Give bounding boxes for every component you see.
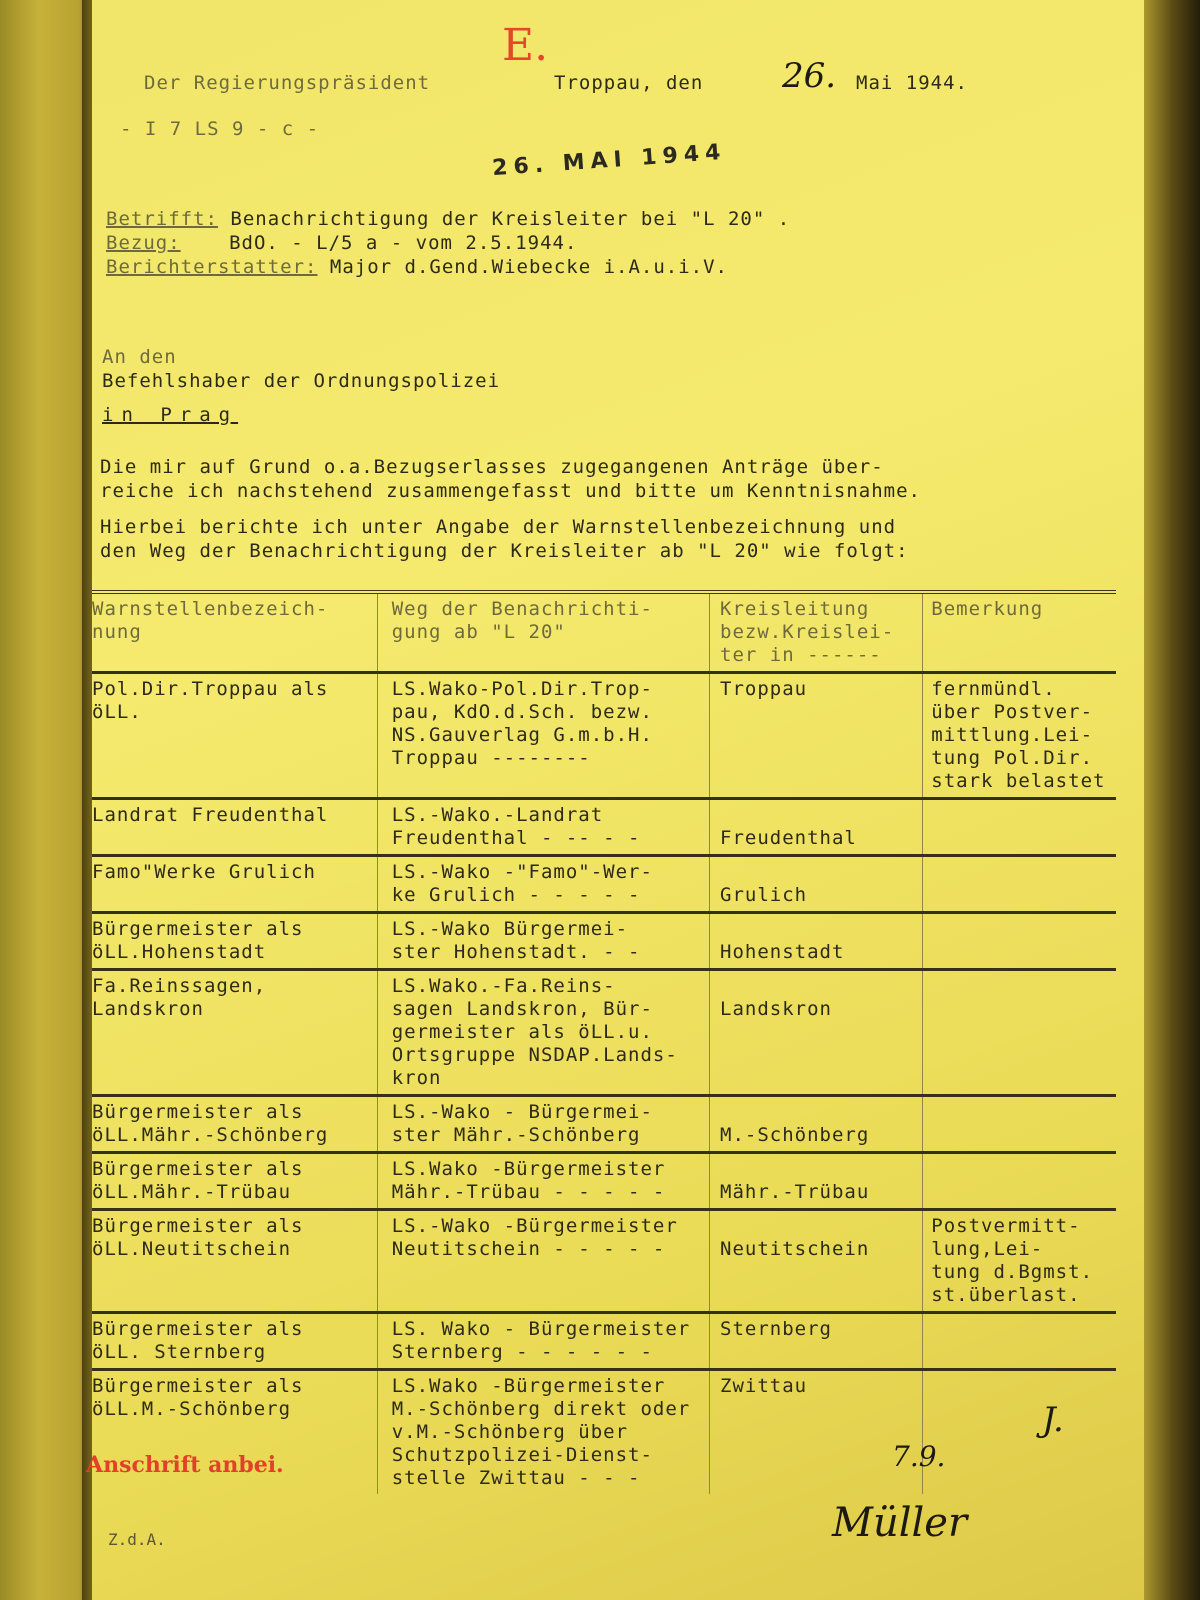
cell-warnstelle: Famo"Werke Grulich	[92, 856, 377, 913]
address-line-1: An den	[102, 346, 177, 368]
table-row	[92, 913, 1116, 970]
cell-kreisleitung: Zwittau	[710, 1370, 923, 1495]
cell-warnstelle: Bürgermeister als öLL. Sternberg	[92, 1313, 377, 1370]
cell-kreisleitung: Troppau	[710, 673, 923, 799]
betrifft-text: Benachrichtigung der Kreisleiter bei "L 20" .	[230, 208, 791, 230]
header-bemerkung: Bemerkung	[931, 598, 1044, 620]
cell-warnstelle: Bürgermeister als öLL.Mähr.-Schönberg	[92, 1096, 377, 1153]
cell-bemerkung	[923, 1096, 1116, 1153]
cell-weg: LS.Wako -Bürgermeister Mähr.-Trübau - - - - -	[377, 1153, 709, 1210]
bezug-label: Bezug:	[106, 232, 181, 254]
cell-weg: LS.Wako -Bürgermeister M.-Schönberg direkt oder v.M.-Schönberg über Schutzpolizei-Dienst- stelle Zwittau - - -	[377, 1370, 709, 1495]
cell-bemerkung	[923, 799, 1116, 856]
reference-number: - I 7 LS 9 - c -	[120, 118, 320, 140]
sender: Der Regierungspräsident	[144, 72, 431, 94]
bezug-text: BdO. - L/5 a - vom 2.5.1944.	[229, 232, 578, 254]
handwritten-paraph: J.	[1042, 1400, 1064, 1440]
cell-kreisleitung: Sternberg	[710, 1313, 923, 1370]
table-row	[92, 1096, 1116, 1153]
cell-warnstelle: Bürgermeister als öLL.M.-Schönberg	[92, 1370, 377, 1495]
cell-bemerkung: fernmündl. über Postver- mittlung.Lei- tung Pol.Dir. stark belastet	[931, 678, 1106, 792]
address-line-2: Befehlshaber der Ordnungspolizei	[102, 370, 501, 392]
body-para2-line2: den Weg der Benachrichtigung der Kreisleiter ab "L 20" wie folgt:	[100, 540, 909, 562]
berichterstatter-line	[106, 256, 728, 278]
header-weg: Weg der Benachrichti- gung ab "L 20"	[377, 592, 709, 673]
cell-weg: LS.-Wako -"Famo"-Wer- ke Grulich - - - - -	[377, 856, 709, 913]
body-para2-line1: Hierbei berichte ich unter Angabe der Warnstellenbezeichnung und	[100, 516, 897, 538]
cell-bemerkung	[923, 1313, 1116, 1370]
body-para1-line2: reiche ich nachstehend zusammengefasst und bitte um Kenntnisnahme.	[100, 480, 921, 502]
header-warnstelle: Warnstellenbezeich- nung	[92, 592, 377, 673]
cell-bemerkung: Postvermitt- lung,Lei- tung d.Bgmst. st.überlast.	[931, 1215, 1094, 1306]
cell-bemerkung	[923, 913, 1116, 970]
berichterstatter-text: Major d.Gend.Wiebecke i.A.u.i.V.	[329, 256, 728, 278]
cell-kreisleitung: Hohenstadt	[710, 913, 923, 970]
cell-warnstelle: Fa.Reinssagen, Landskron	[92, 970, 377, 1096]
table-row	[92, 970, 1116, 1096]
page-edge-right	[1140, 0, 1200, 1600]
address-line-3: in Prag	[102, 404, 239, 426]
table-row	[92, 1210, 1116, 1313]
cell-kreisleitung: Landskron	[710, 970, 923, 1096]
cell-kreisleitung: Freudenthal	[710, 799, 923, 856]
cell-warnstelle: Bürgermeister als öLL.Hohenstadt	[92, 913, 377, 970]
signature: Müller	[832, 1500, 968, 1546]
betrifft-line	[106, 208, 790, 230]
cell-weg: LS. Wako - Bürgermeister Sternberg - - - - - -	[377, 1313, 709, 1370]
anschrift-stamp: Anschrift anbei.	[86, 1452, 284, 1478]
cell-bemerkung	[923, 1153, 1116, 1210]
document-page	[86, 0, 1144, 1600]
table-header-row	[92, 592, 1116, 673]
cell-warnstelle: Bürgermeister als öLL.Mähr.-Trübau	[92, 1153, 377, 1210]
day-handwritten: 26.	[782, 56, 837, 96]
cell-kreisleitung: Neutitschein	[710, 1210, 923, 1313]
cell-kreisleitung: Mähr.-Trübau	[710, 1153, 923, 1210]
cell-kreisleitung: M.-Schönberg	[710, 1096, 923, 1153]
zda-note: Z.d.A.	[108, 1530, 166, 1549]
cell-bemerkung	[923, 856, 1116, 913]
cell-bemerkung	[923, 1370, 1116, 1495]
warnstellen-table	[92, 590, 1116, 1494]
cell-weg: LS.-Wako Bürgermei- ster Hohenstadt. - -	[377, 913, 709, 970]
cell-warnstelle: Bürgermeister als öLL.Neutitschein	[92, 1210, 377, 1313]
table-row	[92, 673, 1116, 799]
margin-mark: E.	[502, 20, 549, 71]
cell-bemerkung	[923, 970, 1116, 1096]
cell-weg: LS.Wako.-Fa.Reins- sagen Landskron, Bür- germeister als öLL.u. Ortsgruppe NSDAP.Lands- kron	[377, 970, 709, 1096]
table-row	[92, 856, 1116, 913]
table-row	[92, 799, 1116, 856]
betrifft-label: Betrifft:	[106, 208, 218, 230]
bezug-line	[106, 232, 577, 254]
cell-warnstelle: Landrat Freudenthal	[92, 799, 377, 856]
body-para1-line1: Die mir auf Grund o.a.Bezugserlasses zugegangenen Anträge über-	[100, 456, 884, 478]
header-kreisleitung: Kreisleitung bezw.Kreislei- ter in ------	[710, 592, 923, 673]
month-year: Mai 1944.	[856, 72, 968, 94]
cell-weg: LS.-Wako.-Landrat Freudenthal - -- - -	[377, 799, 709, 856]
table-row	[92, 1313, 1116, 1370]
received-stamp: 26. MAI 1944	[491, 139, 728, 182]
berichterstatter-label: Berichterstatter:	[106, 256, 318, 278]
table-row	[92, 1153, 1116, 1210]
place-date: Troppau, den	[554, 72, 704, 94]
cell-weg: LS.Wako-Pol.Dir.Trop- pau, KdO.d.Sch. bezw. NS.Gauverlag G.m.b.H. Troppau --------	[377, 673, 709, 799]
cell-warnstelle: Pol.Dir.Troppau als öLL.	[92, 673, 377, 799]
handwritten-initial: 7.9.	[892, 1440, 946, 1473]
cell-weg: LS.-Wako - Bürgermei- ster Mähr.-Schönberg	[377, 1096, 709, 1153]
cell-kreisleitung: Grulich	[710, 856, 923, 913]
cell-weg: LS.-Wako -Bürgermeister Neutitschein - - - - -	[377, 1210, 709, 1313]
